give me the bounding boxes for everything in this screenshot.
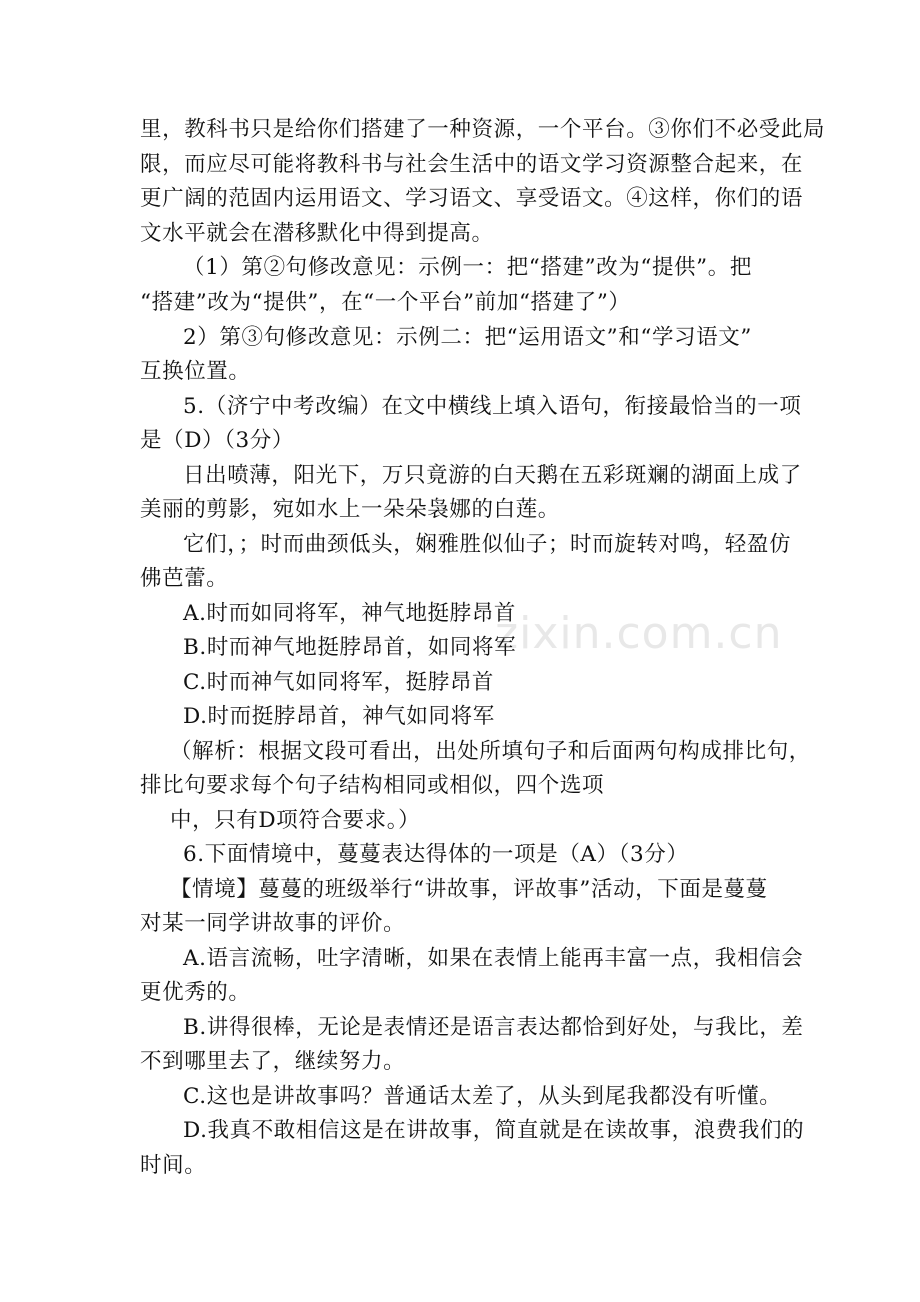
analysis-line: 排比句要求每个句子结构相同或相似，四个选项 — [140, 773, 605, 798]
text-line: 美丽的剪影，宛如水上一朵朵袅娜的白莲。 — [140, 497, 560, 522]
text-line: 日出喷薄，阳光下，万只竟游的白天鹅在五彩斑斓的湖面上成了 — [183, 463, 802, 488]
text-line: 不到哪里去了，继续努力。 — [140, 1049, 406, 1074]
option-c: C.这也是讲故事吗？普通话太差了，从头到尾我都没有听懂。 — [183, 1084, 782, 1109]
text-line: “搭建”改为“提供”，在“一个平台”前加“搭建了”） — [140, 290, 631, 315]
text-line: 文水平就会在潜移默化中得到提高。 — [140, 221, 494, 246]
text-line: 对某一同学讲故事的评价。 — [140, 911, 406, 936]
option-a: A.时而如同将军，神气地挺脖昂首 — [183, 601, 516, 626]
option-b: B.时而神气地挺脖昂首，如同将军 — [183, 635, 517, 660]
question-5-line: 5.（济宁中考改编）在文中横线上填入语句，衔接最恰当的一项 — [183, 394, 802, 419]
watermark: zixin.com.cn — [495, 608, 783, 659]
text-line: 是（D）（3分） — [140, 428, 294, 453]
analysis-line: 中，只有D项符合要求。） — [170, 808, 421, 833]
text-line: 限，而应尽可能将教科书与社会生活中的语文学习资源整合起来，在 — [140, 152, 804, 177]
text-line: 里，教科书只是给你们搭建了一种资源，一个平台。③你们不必受此局 — [140, 117, 826, 142]
option-d: D.我真不敢相信这是在讲故事，简直就是在读故事，浪费我们的 — [183, 1118, 805, 1143]
text-line: 它们，；时而曲颈低头，娴雅胜似仙子；时而旋转对鸣，轻盈仿 — [183, 532, 792, 557]
text-line: 更广阔的范固内运用语文、学习语文、享受语文。④这样，你们的语 — [140, 186, 804, 211]
text-line: 互换位置。 — [140, 359, 251, 384]
text-line: 【情境】蔓蔓的班级举行“讲故事，评故事”活动，下面是蔓蔓 — [170, 877, 768, 902]
option-d: D.时而挺脖昂首，神气如同将军 — [183, 704, 495, 729]
text-line: 更优秀的。 — [140, 980, 251, 1005]
option-c: C.时而神气如同将军，挺脖昂首 — [183, 670, 495, 695]
option-b: B.讲得很棒，无论是表情还是语言表达都恰到好处，与我比，差 — [183, 1015, 804, 1040]
text-line: 佛芭蕾。 — [140, 566, 229, 591]
text-line: （1）第②句修改意见：示例一：把“搭建”改为“提供”。把 — [183, 255, 752, 280]
option-a: A.语言流畅，吐字清晰，如果在表情上能再丰富一点，我相信会 — [183, 946, 804, 971]
analysis-line: （解析：根据文段可看出，出处所填句子和后面两句构成排比句， — [170, 739, 811, 764]
question-6-line: 6.下面情境中，蔓蔓表达得体的一项是（A）（3分） — [183, 842, 689, 867]
text-line: 2）第③句修改意见：示例二：把“运用语文”和“学习语文” — [183, 325, 752, 350]
text-line: 时间。 — [140, 1153, 207, 1178]
